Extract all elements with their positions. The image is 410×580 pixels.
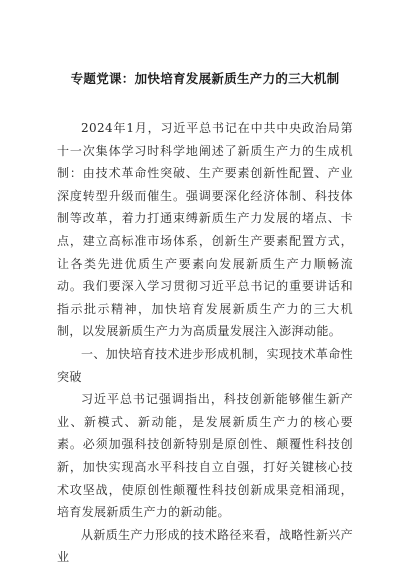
document-body — [57, 117, 353, 569]
paragraph-continuation: 从新质生产力形成的技术路径来看，战略性新兴产业 — [57, 527, 353, 565]
section-heading-1: 一、加快培育技术进步形成机制，实现技术革命性突破 — [57, 346, 353, 384]
document-title: 专题党课：加快培育发展新质生产力的三大机制 — [70, 71, 340, 86]
paragraph-intro: 2024年1月，习近平总书记在中共中央政治局第十一次集体学习时科学地阐述了新质生产力的生成机制：由技术革命性突破、生产要素创新性配置、产业深度转型升级而催生。强调要深化经济体制、科技体制等改革，着力打通束缚新质生产力发展的堵点、卡点，建立高标准市场体系，创新生产要素配置方式，让各类先进优质生产要素向发展新质生产力顺畅流动。我们要深入学习贯彻习近平总书记的重要讲话和指示批示精神，加快培育发展新质生产力的三大机制，以发展新质生产力为高质量发展注入澎湃动能。 — [57, 121, 353, 339]
paragraph-section-1: 习近平总书记强调指出，科技创新能够催生新产业、新模式、新动能，是发展新质生产力的核心要素。必须加强科技创新特别是原创性、颠覆性科技创新，加快实现高水平科技自立自强，打好关键核心技术攻坚战，使原创性颠覆性科技创新成果竞相涌现，培育发展新质生产力的新动能。 — [57, 392, 353, 520]
